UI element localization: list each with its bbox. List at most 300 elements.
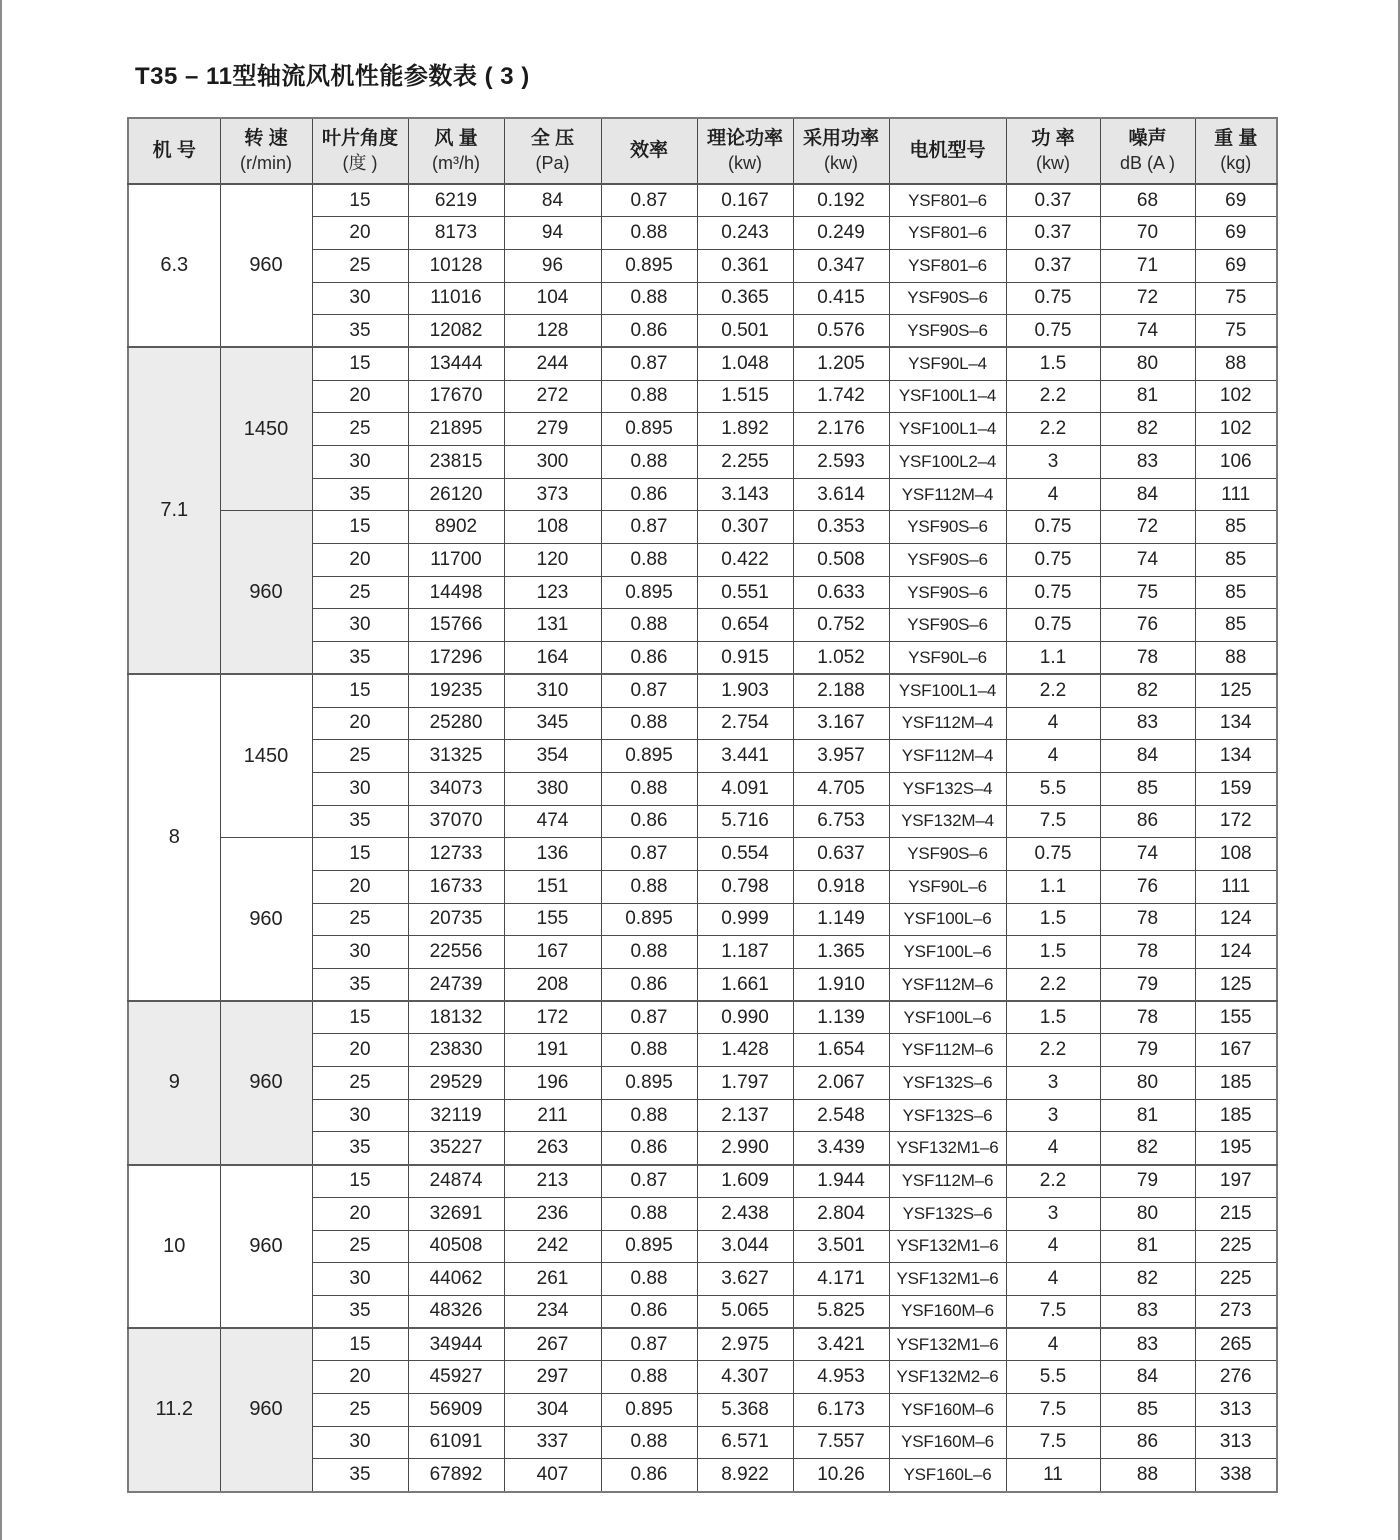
speed-cell: 960 — [220, 1328, 312, 1491]
header-unit: (kw) — [824, 153, 858, 173]
motor-model-cell: YSF90S–6 — [889, 315, 1006, 348]
total-pressure-cell: 279 — [504, 413, 601, 446]
noise-cell: 84 — [1100, 478, 1195, 511]
total-pressure-cell: 407 — [504, 1459, 601, 1492]
theoretical-power-cell: 5.065 — [697, 1295, 793, 1328]
theoretical-power-cell: 1.609 — [697, 1165, 793, 1198]
airflow-cell: 17670 — [408, 380, 504, 413]
theoretical-power-cell: 0.365 — [697, 282, 793, 315]
theoretical-power-cell: 0.501 — [697, 315, 793, 348]
total-pressure-cell: 300 — [504, 446, 601, 479]
motor-power-cell: 1.5 — [1006, 347, 1100, 380]
weight-cell: 338 — [1195, 1459, 1277, 1492]
theoretical-power-cell: 0.654 — [697, 609, 793, 642]
theoretical-power-cell: 4.091 — [697, 772, 793, 805]
motor-power-cell: 4 — [1006, 478, 1100, 511]
airflow-cell: 32119 — [408, 1099, 504, 1132]
weight-cell: 215 — [1195, 1197, 1277, 1230]
motor-power-cell: 1.5 — [1006, 903, 1100, 936]
theoretical-power-cell: 3.627 — [697, 1263, 793, 1296]
adopted-power-cell: 6.173 — [793, 1393, 889, 1426]
noise-cell: 84 — [1100, 740, 1195, 773]
motor-power-cell: 7.5 — [1006, 805, 1100, 838]
noise-cell: 83 — [1100, 446, 1195, 479]
blade-angle-cell: 30 — [312, 1263, 408, 1296]
adopted-power-cell: 3.614 — [793, 478, 889, 511]
adopted-power-cell: 2.176 — [793, 413, 889, 446]
efficiency-cell: 0.87 — [601, 347, 697, 380]
theoretical-power-cell: 6.571 — [697, 1426, 793, 1459]
motor-model-cell: YSF100L1–4 — [889, 413, 1006, 446]
theoretical-power-cell: 0.551 — [697, 576, 793, 609]
motor-model-cell: YSF132M1–6 — [889, 1263, 1006, 1296]
weight-cell: 197 — [1195, 1165, 1277, 1198]
theoretical-power-cell: 0.361 — [697, 249, 793, 282]
total-pressure-cell: 108 — [504, 511, 601, 544]
theoretical-power-cell: 1.903 — [697, 674, 793, 707]
efficiency-cell: 0.87 — [601, 511, 697, 544]
blade-angle-cell: 25 — [312, 1393, 408, 1426]
motor-model-cell: YSF90S–6 — [889, 511, 1006, 544]
speed-cell: 960 — [220, 838, 312, 1001]
header-speed — [220, 118, 312, 184]
blade-angle-cell: 35 — [312, 969, 408, 1002]
total-pressure-cell: 345 — [504, 707, 601, 740]
table-row — [128, 347, 1277, 380]
weight-cell: 167 — [1195, 1034, 1277, 1067]
total-pressure-cell: 128 — [504, 315, 601, 348]
noise-cell: 74 — [1100, 315, 1195, 348]
noise-cell: 78 — [1100, 642, 1195, 675]
motor-model-cell: YSF90S–6 — [889, 609, 1006, 642]
motor-power-cell: 2.2 — [1006, 380, 1100, 413]
noise-cell: 83 — [1100, 1295, 1195, 1328]
total-pressure-cell: 96 — [504, 249, 601, 282]
header-unit: (度 ) — [342, 153, 378, 173]
adopted-power-cell: 2.593 — [793, 446, 889, 479]
efficiency-cell: 0.895 — [601, 1067, 697, 1100]
efficiency-cell: 0.895 — [601, 1393, 697, 1426]
theoretical-power-cell: 0.990 — [697, 1001, 793, 1034]
weight-cell: 172 — [1195, 805, 1277, 838]
machine-number-cell: 10 — [128, 1165, 220, 1328]
blade-angle-cell: 35 — [312, 1132, 408, 1165]
motor-model-cell: YSF132M–4 — [889, 805, 1006, 838]
motor-model-cell: YSF132S–4 — [889, 772, 1006, 805]
total-pressure-cell: 354 — [504, 740, 601, 773]
airflow-cell: 19235 — [408, 674, 504, 707]
efficiency-cell: 0.88 — [601, 544, 697, 577]
header-label: 转 速 — [244, 128, 288, 149]
header-label: 功 率 — [1031, 128, 1075, 149]
motor-power-cell: 4 — [1006, 1263, 1100, 1296]
motor-model-cell: YSF100L2–4 — [889, 446, 1006, 479]
header-total-pressure — [504, 118, 601, 184]
airflow-cell: 35227 — [408, 1132, 504, 1165]
motor-power-cell: 0.37 — [1006, 184, 1100, 217]
theoretical-power-cell: 1.048 — [697, 347, 793, 380]
efficiency-cell: 0.88 — [601, 1099, 697, 1132]
header-noise — [1100, 118, 1195, 184]
adopted-power-cell: 3.957 — [793, 740, 889, 773]
blade-angle-cell: 15 — [312, 511, 408, 544]
speed-cell: 1450 — [220, 674, 312, 837]
noise-cell: 78 — [1100, 936, 1195, 969]
total-pressure-cell: 196 — [504, 1067, 601, 1100]
total-pressure-cell: 167 — [504, 936, 601, 969]
table-row — [128, 1165, 1277, 1198]
noise-cell: 81 — [1100, 380, 1195, 413]
speed-cell: 960 — [220, 1001, 312, 1164]
airflow-cell: 22556 — [408, 936, 504, 969]
total-pressure-cell: 120 — [504, 544, 601, 577]
motor-power-cell: 11 — [1006, 1459, 1100, 1492]
motor-model-cell: YSF160L–6 — [889, 1459, 1006, 1492]
airflow-cell: 17296 — [408, 642, 504, 675]
total-pressure-cell: 267 — [504, 1328, 601, 1361]
efficiency-cell: 0.87 — [601, 184, 697, 217]
motor-power-cell: 3 — [1006, 1099, 1100, 1132]
weight-cell: 185 — [1195, 1099, 1277, 1132]
motor-model-cell: YSF100L–6 — [889, 936, 1006, 969]
adopted-power-cell: 0.249 — [793, 217, 889, 250]
motor-power-cell: 0.37 — [1006, 249, 1100, 282]
efficiency-cell: 0.87 — [601, 1001, 697, 1034]
machine-number-cell: 6.3 — [128, 184, 220, 347]
efficiency-cell: 0.86 — [601, 478, 697, 511]
efficiency-cell: 0.895 — [601, 576, 697, 609]
weight-cell: 69 — [1195, 217, 1277, 250]
total-pressure-cell: 297 — [504, 1361, 601, 1394]
airflow-cell: 15766 — [408, 609, 504, 642]
motor-model-cell: YSF132S–6 — [889, 1099, 1006, 1132]
noise-cell: 76 — [1100, 870, 1195, 903]
adopted-power-cell: 0.192 — [793, 184, 889, 217]
motor-model-cell: YSF112M–6 — [889, 1034, 1006, 1067]
airflow-cell: 12082 — [408, 315, 504, 348]
total-pressure-cell: 310 — [504, 674, 601, 707]
header-label: 重 量 — [1214, 128, 1258, 149]
weight-cell: 111 — [1195, 870, 1277, 903]
theoretical-power-cell: 1.892 — [697, 413, 793, 446]
motor-power-cell: 2.2 — [1006, 413, 1100, 446]
noise-cell: 78 — [1100, 1001, 1195, 1034]
motor-power-cell: 7.5 — [1006, 1393, 1100, 1426]
motor-power-cell: 0.37 — [1006, 217, 1100, 250]
theoretical-power-cell: 1.428 — [697, 1034, 793, 1067]
header-unit: (kg) — [1220, 153, 1252, 173]
efficiency-cell: 0.86 — [601, 642, 697, 675]
noise-cell: 71 — [1100, 249, 1195, 282]
header-label: 理论功率 — [706, 128, 783, 149]
motor-model-cell: YSF132M2–6 — [889, 1361, 1006, 1394]
airflow-cell: 11700 — [408, 544, 504, 577]
motor-power-cell: 4 — [1006, 740, 1100, 773]
weight-cell: 159 — [1195, 772, 1277, 805]
header-efficiency — [601, 118, 697, 184]
efficiency-cell: 0.895 — [601, 413, 697, 446]
airflow-cell: 18132 — [408, 1001, 504, 1034]
table-row — [128, 1328, 1277, 1361]
noise-cell: 83 — [1100, 707, 1195, 740]
blade-angle-cell: 20 — [312, 1034, 408, 1067]
adopted-power-cell: 6.753 — [793, 805, 889, 838]
noise-cell: 82 — [1100, 1263, 1195, 1296]
header-theoretical-power — [697, 118, 793, 184]
speed-cell: 960 — [220, 1165, 312, 1328]
noise-cell: 86 — [1100, 1426, 1195, 1459]
theoretical-power-cell: 0.243 — [697, 217, 793, 250]
total-pressure-cell: 123 — [504, 576, 601, 609]
weight-cell: 225 — [1195, 1230, 1277, 1263]
speed-cell: 960 — [220, 184, 312, 347]
header-weight — [1195, 118, 1277, 184]
total-pressure-cell: 213 — [504, 1165, 601, 1198]
machine-number-cell: 8 — [128, 674, 220, 1001]
machine-number-cell: 11.2 — [128, 1328, 220, 1491]
airflow-cell: 6219 — [408, 184, 504, 217]
total-pressure-cell: 272 — [504, 380, 601, 413]
noise-cell: 82 — [1100, 413, 1195, 446]
total-pressure-cell: 131 — [504, 609, 601, 642]
weight-cell: 85 — [1195, 609, 1277, 642]
motor-model-cell: YSF100L1–4 — [889, 380, 1006, 413]
efficiency-cell: 0.87 — [601, 1165, 697, 1198]
motor-power-cell: 4 — [1006, 1132, 1100, 1165]
noise-cell: 75 — [1100, 576, 1195, 609]
noise-cell: 81 — [1100, 1230, 1195, 1263]
adopted-power-cell: 10.26 — [793, 1459, 889, 1492]
airflow-cell: 45927 — [408, 1361, 504, 1394]
table-row — [128, 674, 1277, 707]
adopted-power-cell: 0.347 — [793, 249, 889, 282]
motor-model-cell: YSF100L–6 — [889, 903, 1006, 936]
adopted-power-cell: 2.188 — [793, 674, 889, 707]
airflow-cell: 29529 — [408, 1067, 504, 1100]
weight-cell: 313 — [1195, 1426, 1277, 1459]
blade-angle-cell: 30 — [312, 772, 408, 805]
theoretical-power-cell: 0.798 — [697, 870, 793, 903]
motor-model-cell: YSF112M–4 — [889, 707, 1006, 740]
theoretical-power-cell: 1.187 — [697, 936, 793, 969]
weight-cell: 111 — [1195, 478, 1277, 511]
theoretical-power-cell: 0.999 — [697, 903, 793, 936]
weight-cell: 134 — [1195, 707, 1277, 740]
motor-power-cell: 3 — [1006, 1197, 1100, 1230]
adopted-power-cell: 5.825 — [793, 1295, 889, 1328]
noise-cell: 82 — [1100, 1132, 1195, 1165]
blade-angle-cell: 35 — [312, 642, 408, 675]
blade-angle-cell: 30 — [312, 1099, 408, 1132]
theoretical-power-cell: 0.554 — [697, 838, 793, 871]
theoretical-power-cell: 5.716 — [697, 805, 793, 838]
efficiency-cell: 0.88 — [601, 1263, 697, 1296]
efficiency-cell: 0.87 — [601, 838, 697, 871]
airflow-cell: 56909 — [408, 1393, 504, 1426]
motor-power-cell: 5.5 — [1006, 772, 1100, 805]
theoretical-power-cell: 2.438 — [697, 1197, 793, 1230]
adopted-power-cell: 1.139 — [793, 1001, 889, 1034]
adopted-power-cell: 7.557 — [793, 1426, 889, 1459]
adopted-power-cell: 0.576 — [793, 315, 889, 348]
motor-power-cell: 0.75 — [1006, 609, 1100, 642]
noise-cell: 79 — [1100, 1165, 1195, 1198]
efficiency-cell: 0.88 — [601, 1426, 697, 1459]
adopted-power-cell: 1.205 — [793, 347, 889, 380]
adopted-power-cell: 3.421 — [793, 1328, 889, 1361]
blade-angle-cell: 25 — [312, 903, 408, 936]
adopted-power-cell: 0.637 — [793, 838, 889, 871]
theoretical-power-cell: 0.167 — [697, 184, 793, 217]
noise-cell: 86 — [1100, 805, 1195, 838]
airflow-cell: 8173 — [408, 217, 504, 250]
theoretical-power-cell: 2.975 — [697, 1328, 793, 1361]
total-pressure-cell: 380 — [504, 772, 601, 805]
motor-model-cell: YSF801–6 — [889, 249, 1006, 282]
adopted-power-cell: 1.654 — [793, 1034, 889, 1067]
adopted-power-cell: 1.944 — [793, 1165, 889, 1198]
motor-power-cell: 2.2 — [1006, 969, 1100, 1002]
theoretical-power-cell: 2.255 — [697, 446, 793, 479]
airflow-cell: 34944 — [408, 1328, 504, 1361]
weight-cell: 88 — [1195, 347, 1277, 380]
motor-power-cell: 3 — [1006, 446, 1100, 479]
blade-angle-cell: 30 — [312, 609, 408, 642]
efficiency-cell: 0.88 — [601, 870, 697, 903]
motor-power-cell: 1.5 — [1006, 936, 1100, 969]
total-pressure-cell: 172 — [504, 1001, 601, 1034]
noise-cell: 72 — [1100, 511, 1195, 544]
motor-power-cell: 0.75 — [1006, 282, 1100, 315]
blade-angle-cell: 30 — [312, 446, 408, 479]
theoretical-power-cell: 5.368 — [697, 1393, 793, 1426]
blade-angle-cell: 15 — [312, 347, 408, 380]
weight-cell: 134 — [1195, 740, 1277, 773]
efficiency-cell: 0.88 — [601, 446, 697, 479]
noise-cell: 81 — [1100, 1099, 1195, 1132]
blade-angle-cell: 35 — [312, 315, 408, 348]
theoretical-power-cell: 0.307 — [697, 511, 793, 544]
adopted-power-cell: 0.508 — [793, 544, 889, 577]
motor-power-cell: 2.2 — [1006, 1165, 1100, 1198]
airflow-cell: 16733 — [408, 870, 504, 903]
efficiency-cell: 0.895 — [601, 903, 697, 936]
blade-angle-cell: 15 — [312, 838, 408, 871]
header-label: 效率 — [629, 140, 668, 161]
total-pressure-cell: 304 — [504, 1393, 601, 1426]
noise-cell: 83 — [1100, 1328, 1195, 1361]
motor-model-cell: YSF160M–6 — [889, 1426, 1006, 1459]
adopted-power-cell: 4.705 — [793, 772, 889, 805]
page-title: T35 – 11型轴流风机性能参数表 ( 3 ) — [135, 63, 530, 90]
weight-cell: 108 — [1195, 838, 1277, 871]
noise-cell: 74 — [1100, 838, 1195, 871]
motor-power-cell: 2.2 — [1006, 1034, 1100, 1067]
airflow-cell: 11016 — [408, 282, 504, 315]
airflow-cell: 44062 — [408, 1263, 504, 1296]
adopted-power-cell: 3.501 — [793, 1230, 889, 1263]
adopted-power-cell: 3.167 — [793, 707, 889, 740]
total-pressure-cell: 136 — [504, 838, 601, 871]
weight-cell: 85 — [1195, 511, 1277, 544]
weight-cell: 125 — [1195, 969, 1277, 1002]
motor-power-cell: 1.1 — [1006, 870, 1100, 903]
noise-cell: 74 — [1100, 544, 1195, 577]
header-unit: (kw) — [728, 153, 762, 173]
header-airflow — [408, 118, 504, 184]
speed-cell: 960 — [220, 511, 312, 674]
motor-model-cell: YSF160M–6 — [889, 1393, 1006, 1426]
blade-angle-cell: 20 — [312, 707, 408, 740]
blade-angle-cell: 30 — [312, 1426, 408, 1459]
airflow-cell: 23830 — [408, 1034, 504, 1067]
motor-model-cell: YSF132S–6 — [889, 1197, 1006, 1230]
motor-model-cell: YSF801–6 — [889, 217, 1006, 250]
header-blade-angle — [312, 118, 408, 184]
total-pressure-cell: 155 — [504, 903, 601, 936]
motor-model-cell: YSF132S–6 — [889, 1067, 1006, 1100]
efficiency-cell: 0.88 — [601, 380, 697, 413]
motor-model-cell: YSF160M–6 — [889, 1295, 1006, 1328]
adopted-power-cell: 1.149 — [793, 903, 889, 936]
adopted-power-cell: 0.353 — [793, 511, 889, 544]
airflow-cell: 48326 — [408, 1295, 504, 1328]
header-label: 噪声 — [1128, 128, 1167, 149]
motor-model-cell: YSF801–6 — [889, 184, 1006, 217]
efficiency-cell: 0.88 — [601, 282, 697, 315]
header-label: 叶片角度 — [321, 128, 398, 149]
header-adopted-power — [793, 118, 889, 184]
airflow-cell: 8902 — [408, 511, 504, 544]
weight-cell: 124 — [1195, 936, 1277, 969]
blade-angle-cell: 25 — [312, 249, 408, 282]
blade-angle-cell: 35 — [312, 1295, 408, 1328]
blade-angle-cell: 20 — [312, 1197, 408, 1230]
blade-angle-cell: 35 — [312, 805, 408, 838]
adopted-power-cell: 0.415 — [793, 282, 889, 315]
header-motor-power — [1006, 118, 1100, 184]
noise-cell: 76 — [1100, 609, 1195, 642]
header-label: 采用功率 — [802, 128, 879, 149]
weight-cell: 313 — [1195, 1393, 1277, 1426]
efficiency-cell: 0.88 — [601, 1034, 697, 1067]
motor-power-cell: 7.5 — [1006, 1295, 1100, 1328]
efficiency-cell: 0.87 — [601, 674, 697, 707]
airflow-cell: 24874 — [408, 1165, 504, 1198]
theoretical-power-cell: 3.143 — [697, 478, 793, 511]
airflow-cell: 14498 — [408, 576, 504, 609]
motor-model-cell: YSF112M–6 — [889, 969, 1006, 1002]
theoretical-power-cell: 2.754 — [697, 707, 793, 740]
header-label: 电机型号 — [909, 140, 986, 161]
blade-angle-cell: 15 — [312, 1165, 408, 1198]
adopted-power-cell: 2.548 — [793, 1099, 889, 1132]
efficiency-cell: 0.86 — [601, 969, 697, 1002]
blade-angle-cell: 15 — [312, 184, 408, 217]
weight-cell: 195 — [1195, 1132, 1277, 1165]
weight-cell: 69 — [1195, 184, 1277, 217]
total-pressure-cell: 151 — [504, 870, 601, 903]
motor-model-cell: YSF90L–6 — [889, 642, 1006, 675]
motor-model-cell: YSF90S–6 — [889, 576, 1006, 609]
efficiency-cell: 0.86 — [601, 805, 697, 838]
motor-power-cell: 2.2 — [1006, 674, 1100, 707]
total-pressure-cell: 263 — [504, 1132, 601, 1165]
theoretical-power-cell: 2.137 — [697, 1099, 793, 1132]
motor-model-cell: YSF100L–6 — [889, 1001, 1006, 1034]
efficiency-cell: 0.88 — [601, 1197, 697, 1230]
total-pressure-cell: 164 — [504, 642, 601, 675]
